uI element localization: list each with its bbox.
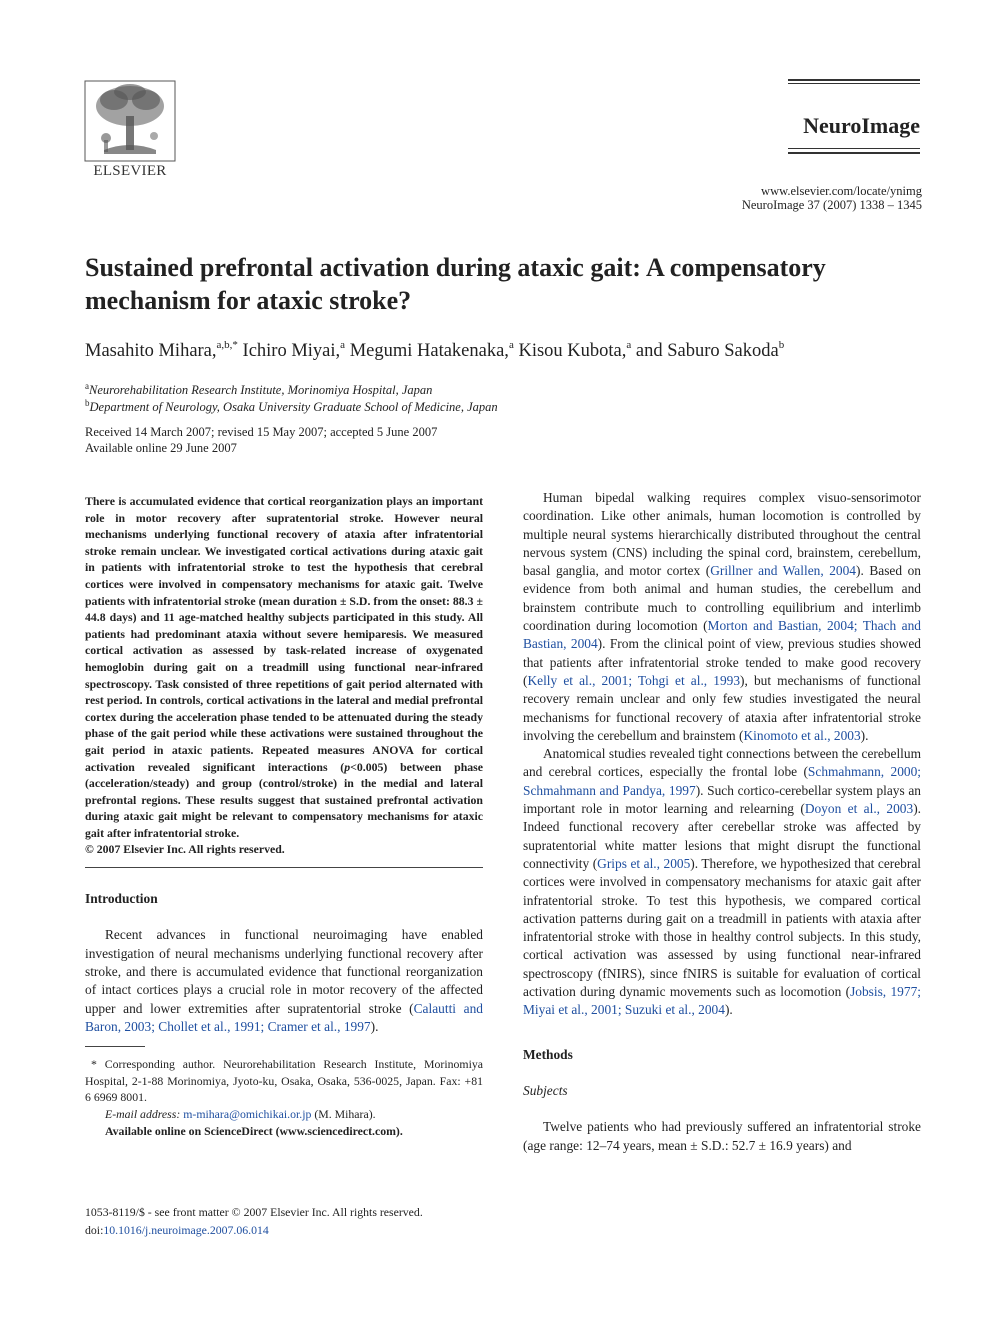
- citation-link[interactable]: Grips et al., 2005: [597, 855, 691, 871]
- body-text: Anatomical studies revealed tight connections between the cerebellum and cerebral cortices, especially the frontal lobe (: [523, 746, 921, 780]
- left-column: [85, 493, 483, 1139]
- author-name: Megumi Hatakenaka,: [349, 341, 509, 361]
- received-dates: Received 14 March 2007; revised 15 May 2007; accepted 5 June 2007: [85, 425, 438, 439]
- author-name: Masahito Mihara,: [85, 341, 217, 361]
- affiliation-b: [85, 396, 498, 415]
- body-text: ). Therefore, we hypothesized that cerebral cortices were involved in compensatory mechanisms for ataxic gait after infratentorial stroke. To test this hypothesis, we compared cortical activation patterns during gait on a treadmill in patients with ataxia after infratentorial stroke with those in healthy control subjects. In this study, cortical activation was assessed by using functional near-infrared spectroscopy (fNIRS), since fNIRS is suitable for evaluation of cortical activation during dynamic movements such as locomotion (: [523, 855, 921, 1000]
- citation-link[interactable]: Kinomoto et al., 2003: [743, 727, 861, 743]
- author-affiliation-marker: a: [626, 339, 632, 351]
- author-name: Kisou Kubota,: [518, 341, 627, 361]
- corresponding-author-footnote: * Corresponding author. Neurorehabilitation Research Institute, Morinomiya Hospital, 2-1-88 Morinomiya, Jyoto-ku, Osaka, Osaka, 536-0025, Japan. Fax: +81 6 6969 8001.: [85, 1057, 483, 1105]
- author-name: and Saburo Sakoda: [635, 341, 779, 361]
- citation-link[interactable]: Grillner and Wallen, 2004: [710, 563, 856, 579]
- body-text: ). Such cortico-cerebellar system plays an important role in motor learning and relearning (: [523, 782, 921, 817]
- email-label: E-mail address:: [105, 1106, 181, 1121]
- available-online-date: Available online 29 June 2007: [85, 441, 237, 455]
- affiliation-label: a: [85, 381, 89, 391]
- header-rule-bottom: [788, 152, 920, 154]
- introduction-text: Recent advances in functional neuroimaging have enabled investigation of neural mechanisms underlying functional recovery after stroke, and there is accumulated evidence that functional reorganization of intact cortices plays a crucial role in motor recovery of the affected upper and lower extremities after supratentorial stroke (: [85, 927, 483, 1016]
- doi-link[interactable]: 10.1016/j.neuroimage.2007.06.014: [103, 1222, 269, 1237]
- citation-link[interactable]: Jobsis, 1977; Miyai et al., 2001; Suzuki et al., 2004: [523, 984, 921, 1018]
- email-link[interactable]: m-mihara@omichikai.or.jp: [183, 1106, 312, 1121]
- citation-link[interactable]: Kelly et al., 2001; Tohgi et al., 1993: [527, 672, 741, 688]
- body-text: ). From the clinical point of view, previous studies showed that patients after infratentorial stroke tended to make good recovery (: [523, 636, 921, 688]
- body-text: Human bipedal walking requires complex visuo-sensorimotor coordination. Like other animals, human locomotion is controlled by multiple neural systems hierarchically distributed throughout the central nervous system (CNS) including the spinal cord, brainstem, cerebellum, basal ganglia, and motor cortex (: [523, 490, 921, 579]
- body-text: ).: [860, 727, 869, 743]
- journal-info: [742, 184, 922, 212]
- issn-line: 1053-8119/$ - see front matter © 2007 Elsevier Inc. All rights reserved.: [85, 1205, 423, 1219]
- right-column: [523, 489, 921, 1155]
- elsevier-logo: [84, 80, 176, 182]
- publisher-name: ELSEVIER: [93, 163, 167, 179]
- affiliation-text: Department of Neurology, Osaka University Graduate School of Medicine, Japan: [89, 400, 498, 414]
- body-paragraph: [523, 489, 921, 745]
- citation-link[interactable]: Morton and Bastian, 2004; Thach and Bastian, 2004: [523, 618, 921, 652]
- citation-link[interactable]: Doyon et al., 2003: [804, 801, 914, 817]
- introduction-paragraph: [85, 926, 483, 1036]
- methods-heading: Methods: [523, 1046, 573, 1062]
- abstract: [85, 493, 483, 841]
- abstract-italic-p: p: [344, 759, 351, 774]
- affiliation-label: b: [85, 398, 90, 408]
- journal-name: NeuroImage: [803, 113, 920, 138]
- author-affiliation-marker: a: [340, 339, 346, 351]
- author-affiliation-marker: b: [778, 339, 785, 351]
- abstract-text-cont: <0.005) between phase (acceleration/steady) and group (control/stroke) in the medial and lateral prefrontal regions. These results suggest that sustained prefrontal activation during ataxic gait might be relevant to compensatory mechanisms for ataxic gait after infratentorial stroke.: [85, 759, 483, 840]
- abstract-text: There is accumulated evidence that cortical reorganization plays an important role in motor recovery after supratentorial stroke. However neural mechanisms underlying functional recovery of ataxia after infratentorial stroke remain unclear. We investigated cortical activations during ataxic gait in patients with infratentorial stroke to test the hypothesis that cerebral cortices were involved in compensatory mechanisms for ataxic gait. Twelve patients with infratentorial stroke (mean duration ± S.D. from the onset: 88.3 ± 44.8 days) and 11 age-matched healthy subjects participated in this study. All patients had predominant ataxia without severe hemiparesis. We measured cortical activation as assessed by task-related increase of oxygenated hemoglobin during gait on a treadmill using functional near-infrared spectroscopy. Task consisted of three repetitions of gait period alternated with rest period. In controls, cortical activations in the lateral and medial prefrontal cortex during the acceleration phase tended to be attenuated during the steady phase of the gait period while these activations were sustained throughout the gait period in ataxic patients. Repeated measures ANOVA for cortical activation revealed significant interactions (: [85, 494, 483, 774]
- abstract-copyright: © 2007 Elsevier Inc. All rights reserved.: [85, 842, 285, 857]
- author-list: [85, 339, 784, 362]
- article-dates: [85, 424, 437, 456]
- header-rule-bottom-thin: [788, 148, 920, 149]
- header-rule-top: [788, 79, 920, 81]
- journal-citation: NeuroImage 37 (2007) 1338 – 1345: [741, 198, 922, 212]
- elsevier-tree-icon: [84, 80, 176, 162]
- body-paragraph: [523, 745, 921, 1019]
- author-name: Ichiro Miyai,: [242, 341, 341, 361]
- citation-link[interactable]: Calautti and Baron, 2003; Chollet et al., 1991; Cramer et al., 1997: [85, 1000, 483, 1034]
- introduction-heading: Introduction: [85, 891, 158, 907]
- body-text: ).: [724, 1002, 733, 1018]
- email-owner: (M. Mihara).: [314, 1106, 376, 1121]
- doi-line: [85, 1222, 423, 1240]
- body-text: ). Based on evidence from both animal and human studies, the cerebellum and brainstem contribute much to controlling equilibrium and interlimb coordination during locomotion (: [523, 563, 921, 634]
- issn-block: [85, 1204, 423, 1239]
- article-title: Sustained prefrontal activation during ataxic gait: A compensatory mechanism for ataxic stroke?: [85, 253, 826, 315]
- author-affiliation-marker: a: [508, 339, 514, 351]
- journal-url[interactable]: www.elsevier.com/locate/ynimg: [761, 184, 922, 198]
- subjects-heading: Subjects: [523, 1082, 568, 1098]
- footnote-rule: [85, 1046, 145, 1047]
- body-text: ), but mechanisms of functional recovery remain unclear and only few studies investigated the neural mechanisms for functional recovery of ataxia after infratentorial stroke involving the cerebellum and brainstem (: [523, 672, 921, 743]
- section-divider: [85, 867, 483, 868]
- citation-link[interactable]: Schmahmann, 2000; Schmahmann and Pandya, 1997: [523, 764, 922, 798]
- introduction-text-end: ).: [370, 1018, 379, 1034]
- doi-label: doi:: [85, 1222, 104, 1237]
- email-footnote: [85, 1106, 483, 1123]
- body-text: ). Indeed functional recovery after cerebellar stroke was affected by supratentorial white matter lesions that might disrupt the functional connectivity (: [523, 801, 921, 871]
- sciencedirect-footnote: Available online on ScienceDirect (www.sciencedirect.com).: [105, 1123, 403, 1138]
- header-rule-top-thin: [788, 83, 920, 84]
- affiliation-text: Neurorehabilitation Research Institute, Morinomiya Hospital, Japan: [89, 383, 433, 397]
- author-affiliation-marker: a,b,*: [216, 339, 238, 351]
- subjects-paragraph: Twelve patients who had previously suffered an infratentorial stroke (age range: 12–74 years, mean ± S.D.: 52.7 ± 16.9 years) and: [523, 1119, 921, 1153]
